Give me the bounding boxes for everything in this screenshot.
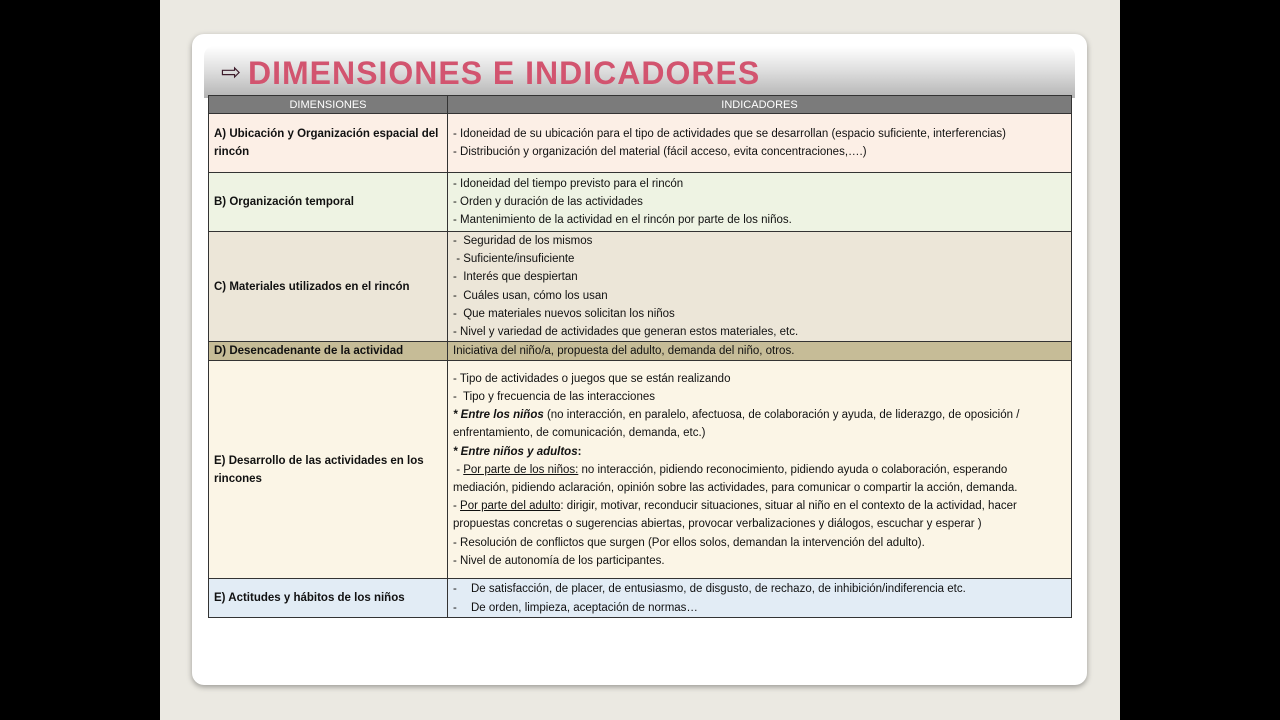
dimension-cell: A) Ubicación y Organización espacial del rincón [209, 114, 448, 173]
indicator-line: - Nivel de autonomía de los participantes. [453, 554, 665, 567]
indicator-text: no interacción, pidiendo reconocimiento, pidiendo ayuda o colaboración, esperando mediación, pidiendo aclaración, opinión sobre las actividades, para comunicar o compartir la acción, demanda. [453, 463, 1018, 495]
table-row [209, 232, 1072, 342]
indicator-text: - [453, 500, 461, 513]
indicators-cell [448, 232, 1072, 342]
dimensions-table [208, 95, 1072, 618]
indicator-line [453, 461, 1066, 497]
underlined-label: Por parte de los niños: [463, 463, 579, 476]
indicator-line: - Tipo de actividades o juegos que se están realizando [453, 372, 731, 385]
dimension-cell: E) Desarrollo de las actividades en los rincones [209, 361, 448, 579]
indicator-text: De orden, limpieza, aceptación de normas… [471, 601, 698, 614]
table-row [209, 361, 1072, 579]
indicator-line: - Orden y duración de las actividades [453, 195, 643, 208]
indicator-text: - [453, 463, 464, 476]
title-bar [204, 46, 1075, 98]
dimension-cell: E) Actitudes y hábitos de los niños [209, 579, 448, 617]
indicator-line [453, 406, 1066, 442]
table-header [209, 96, 1072, 114]
indicator-line: - Tipo y frecuencia de las interacciones [453, 391, 655, 403]
indicator-line: - Idoneidad de su ubicación para el tipo de actividades que se desarrollan (espacio suficiente, interferencias) [453, 127, 1006, 140]
header-dimensions: DIMENSIONES [209, 96, 448, 114]
dimension-cell: C) Materiales utilizados en el rincón [209, 232, 448, 342]
indicator-line: - Distribución y organización del material (fácil acceso, evita concentraciones,….) [453, 146, 867, 158]
indicators-cell [448, 342, 1072, 361]
subheading-children-adults: * Entre niños y adultos [453, 445, 578, 458]
indicator-line: - Idoneidad del tiempo previsto para el rincón [453, 177, 684, 190]
indicator-text: : [577, 445, 582, 458]
table-row [209, 114, 1072, 173]
underlined-label: Por parte del adulto [460, 500, 561, 513]
slide [192, 34, 1087, 685]
indicator-line [453, 580, 1066, 598]
indicator-line: - Seguridad de los mismos [453, 235, 593, 247]
dash: - [453, 583, 457, 596]
table-row [209, 579, 1072, 617]
right-arrow-icon: ⇨ [221, 59, 242, 86]
indicator-line: - Suficiente/insuficiente [453, 253, 575, 266]
indicators-cell [448, 173, 1072, 232]
indicator-line: Iniciativa del niño/a, propuesta del adulto, demanda del niño, otros. [453, 345, 795, 358]
dimension-cell: D) Desencadenante de la actividad [209, 342, 448, 361]
indicator-line [453, 443, 1066, 461]
indicator-line: - Mantenimiento de la actividad en el rincón por parte de los niños. [453, 214, 792, 227]
subheading-between-children: * Entre los niños [453, 409, 544, 422]
video-frame [160, 0, 1120, 720]
header-indicators: INDICADORES [448, 96, 1072, 114]
indicators-cell [448, 114, 1072, 173]
indicator-line [453, 497, 1066, 533]
dimension-cell: B) Organización temporal [209, 173, 448, 232]
table-row [209, 342, 1072, 361]
indicators-cell [448, 579, 1072, 617]
indicator-line: - Nivel y variedad de actividades que generan estos materiales, etc. [453, 326, 799, 339]
indicator-line: - Que materiales nuevos solicitan los niños [453, 307, 675, 320]
indicators-cell [448, 361, 1072, 579]
indicator-line: - Cuáles usan, cómo los usan [453, 289, 608, 302]
indicator-line: - Resolución de conflictos que surgen (Por ellos solos, demandan la intervención del adulto). [453, 536, 925, 549]
indicator-text: (no interacción, en paralelo, afectuosa, de colaboración y ayuda, de liderazgo, de oposición / enfrentamiento, de comunicación, demanda, etc.) [453, 409, 1020, 440]
dash: - [453, 601, 457, 614]
indicator-line: - Interés que despiertan [453, 271, 578, 284]
indicator-line [453, 599, 1066, 617]
indicator-text: De satisfacción, de placer, de entusiasmo, de disgusto, de rechazo, de inhibición/indiferencia etc. [471, 583, 966, 596]
indicator-text: : dirigir, motivar, reconducir situaciones, situar al niño en el contexto de la actividad, hacer propuestas concretas o sugerencias abiertas, provocar verbalizaciones y diálogos, escuchar y esperar ) [453, 500, 1017, 531]
slide-title: DIMENSIONES E INDICADORES [248, 55, 761, 91]
table-row [209, 173, 1072, 232]
